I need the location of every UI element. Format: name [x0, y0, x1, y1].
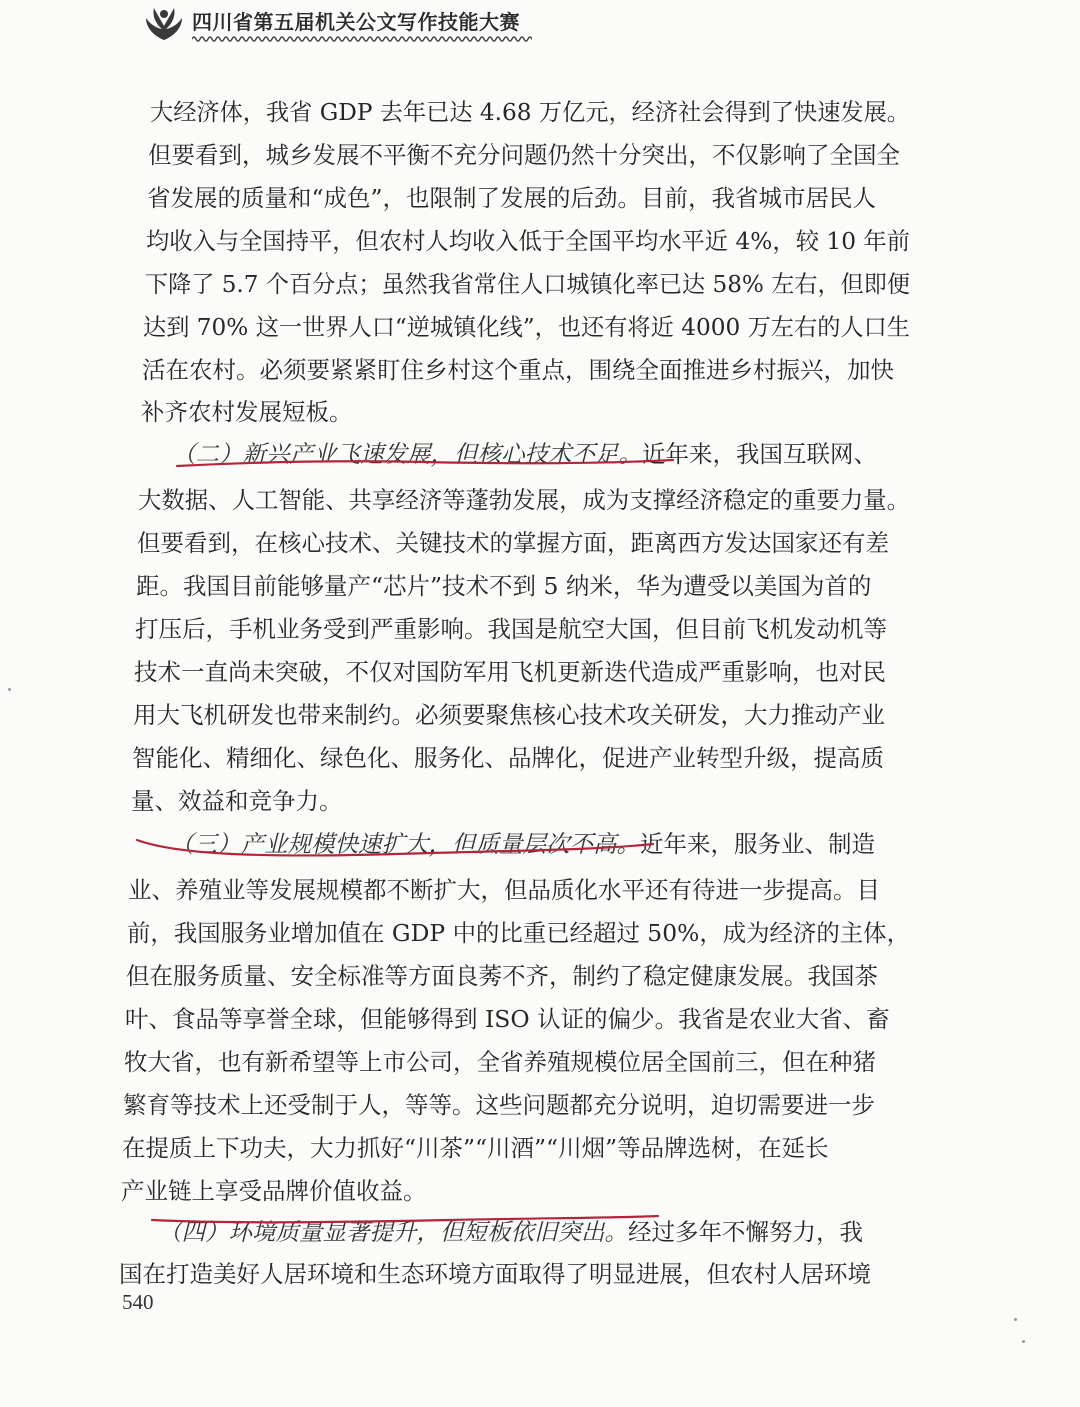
scan-speck [1014, 1318, 1017, 1321]
text-line: 智能化、精细化、绿色化、服务化、品牌化，促进产业转型升级，提高质 [132, 744, 884, 772]
section-heading-line: （三）产业规模快速扩大，但质量层次不高。近年来，服务业、制造 [170, 830, 875, 858]
text-line: 下降了 5.7 个百分点；虽然我省常住人口城镇化率已达 58% 左右，但即便 [145, 270, 910, 298]
contest-logo-icon [140, 2, 188, 44]
text-line: 叶、食品等享誉全球，但能够得到 ISO 认证的偏少。我省是农业大省、畜 [125, 1005, 890, 1033]
text-line: 业、养殖业等发展规模都不断扩大，但品质化水平还有待进一步提高。目 [128, 876, 880, 904]
handwritten-heading: （四）环境质量显著提升，但短板依旧突出。 [158, 1218, 628, 1246]
text-line: 省发展的质量和“成色”，也限制了发展的后劲。目前，我省城市居民人 [147, 184, 877, 212]
text-line: 但在服务质量、安全标准等方面良莠不齐，制约了稳定健康发展。我国茶 [126, 962, 878, 990]
text-line: 量、效益和竞争力。 [131, 787, 343, 815]
section-heading-line: （四）环境质量显著提升，但短板依旧突出。经过多年不懈努力，我 [158, 1218, 863, 1246]
text-line: 用大飞机研发也带来制约。必须要聚焦核心技术攻关研发，大力推动产业 [133, 701, 885, 729]
header-wave-rule [192, 34, 532, 44]
text-line: 繁育等技术上还受制于人，等等。这些问题都充分说明，迫切需要进一步 [123, 1091, 875, 1119]
page-number: 540 [122, 1290, 154, 1314]
text-line: 在提质上下功夫，大力抓好“川茶”“川酒”“川烟”等品牌选树，在延长 [122, 1134, 829, 1162]
section-heading-line: （二）新兴产业飞速发展，但核心技术不足。近年来，我国互联网、 [172, 440, 877, 468]
text-line: 但要看到，城乡发展不平衡不充分问题仍然十分突出，不仅影响了全国全 [148, 141, 900, 169]
running-header [140, 0, 560, 46]
text-line: 距。我国目前能够量产“芯片”技术不到 5 纳米，华为遭受以美国为首的 [136, 572, 872, 600]
scan-speck [8, 688, 11, 691]
text-line: 产业链上享受品牌价值收益。 [121, 1177, 427, 1205]
text-line: 打压后，手机业务受到严重影响。我国是航空大国，但目前飞机发动机等 [135, 615, 887, 643]
text-line: 均收入与全国持平，但农村人均收入低于全国平均水平近 4%，较 10 年前 [146, 227, 910, 255]
text-line: 达到 70% 这一世界人口“逆城镇化线”，也还有将近 4000 万左右的人口生 [143, 313, 911, 341]
text-line: 国在打造美好人居环境和生态环境方面取得了明显进展，但农村人居环境 [119, 1260, 871, 1288]
text-line: 大数据、人工智能、共享经济等蓬勃发展，成为支撑经济稳定的重要力量。 [138, 486, 911, 514]
text-line: 技术一直尚未突破，不仅对国防军用飞机更新迭代造成严重影响，也对民 [134, 658, 886, 686]
text-line: 大经济体，我省 GDP 去年已达 4.68 万亿元，经济社会得到了快速发展。 [150, 98, 910, 126]
text-line: 活在农村。必须要紧紧盯住乡村这个重点，围绕全面推进乡村振兴，加快 [142, 356, 894, 384]
header-title: 四川省第五届机关公文写作技能大赛 [192, 10, 520, 34]
scan-speck [1022, 1340, 1025, 1343]
text-line: 牧大省，也有新希望等上市公司，全省养殖规模位居全国前三，但在种猪 [124, 1048, 876, 1076]
text-line: 但要看到，在核心技术、关键技术的掌握方面，距离西方发达国家还有差 [137, 529, 889, 557]
text-line: 前，我国服务业增加值在 GDP 中的比重已经超过 50%，成为经济的主体， [127, 919, 911, 947]
handwritten-heading: （三）产业规模快速扩大，但质量层次不高。 [170, 830, 640, 858]
handwritten-heading: （二）新兴产业飞速发展，但核心技术不足。 [172, 440, 642, 468]
text-line: 补齐农村发展短板。 [141, 398, 353, 426]
